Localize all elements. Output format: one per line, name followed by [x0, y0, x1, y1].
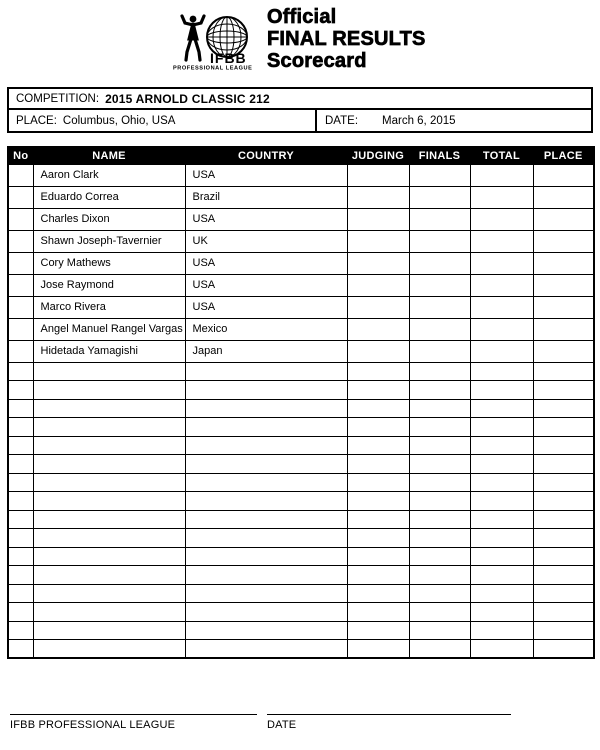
- column-header-place: PLACE: [533, 147, 594, 164]
- cell-no: [8, 603, 33, 622]
- column-header-total: TOTAL: [470, 147, 533, 164]
- organization-label: IFBB PROFESSIONAL LEAGUE: [10, 719, 176, 731]
- cell-name: Hidetada Yamagishi: [33, 340, 185, 362]
- cell-place: [533, 252, 594, 274]
- cell-country: USA: [185, 208, 347, 230]
- athlete-row: [8, 274, 594, 296]
- cell-name: [33, 381, 185, 400]
- cell-name: [33, 584, 185, 603]
- column-header-judging: JUDGING: [347, 147, 409, 164]
- empty-row: [8, 640, 594, 659]
- cell-finals: [409, 529, 470, 548]
- cell-name: [33, 436, 185, 455]
- cell-place: [533, 418, 594, 437]
- empty-row: [8, 529, 594, 548]
- cell-place: [533, 164, 594, 186]
- cell-no: [8, 436, 33, 455]
- cell-total: [470, 274, 533, 296]
- cell-place: [533, 529, 594, 548]
- cell-country: USA: [185, 296, 347, 318]
- cell-no: [8, 230, 33, 252]
- cell-place: [533, 381, 594, 400]
- place-date-row: [9, 110, 591, 131]
- competition-label: COMPETITION:: [16, 92, 100, 105]
- cell-place: [533, 640, 594, 659]
- results-table: [7, 146, 595, 659]
- cell-no: [8, 399, 33, 418]
- cell-finals: [409, 603, 470, 622]
- cell-judging: [347, 603, 409, 622]
- cell-judging: [347, 340, 409, 362]
- cell-place: [533, 510, 594, 529]
- cell-name: Shawn Joseph-Tavernier: [33, 230, 185, 252]
- cell-country: UK: [185, 230, 347, 252]
- cell-no: [8, 164, 33, 186]
- bodybuilder-figure-icon: [182, 16, 204, 60]
- cell-country: Japan: [185, 340, 347, 362]
- cell-country: [185, 640, 347, 659]
- cell-finals: [409, 566, 470, 585]
- cell-country: [185, 418, 347, 437]
- cell-total: [470, 621, 533, 640]
- cell-place: [533, 274, 594, 296]
- cell-judging: [347, 164, 409, 186]
- empty-row: [8, 455, 594, 474]
- cell-total: [470, 492, 533, 511]
- cell-name: [33, 418, 185, 437]
- cell-place: [533, 230, 594, 252]
- cell-place: [533, 547, 594, 566]
- cell-no: [8, 362, 33, 381]
- athlete-row: [8, 186, 594, 208]
- cell-country: USA: [185, 252, 347, 274]
- cell-judging: [347, 208, 409, 230]
- results-table-header: [8, 147, 594, 164]
- cell-place: [533, 473, 594, 492]
- cell-judging: [347, 547, 409, 566]
- cell-judging: [347, 274, 409, 296]
- cell-judging: [347, 296, 409, 318]
- cell-judging: [347, 186, 409, 208]
- cell-no: [8, 529, 33, 548]
- cell-place: [533, 318, 594, 340]
- column-header-finals: FINALS: [409, 147, 470, 164]
- cell-name: Charles Dixon: [33, 208, 185, 230]
- cell-total: [470, 164, 533, 186]
- cell-total: [470, 436, 533, 455]
- cell-no: [8, 186, 33, 208]
- date-value: March 6, 2015: [382, 114, 456, 127]
- cell-total: [470, 640, 533, 659]
- empty-row: [8, 473, 594, 492]
- cell-country: [185, 621, 347, 640]
- cell-judging: [347, 418, 409, 437]
- empty-row: [8, 547, 594, 566]
- cell-place: [533, 584, 594, 603]
- cell-country: [185, 362, 347, 381]
- cell-judging: [347, 362, 409, 381]
- cell-name: Jose Raymond: [33, 274, 185, 296]
- logo-acronym-text: IFBB: [210, 50, 247, 66]
- empty-row: [8, 381, 594, 400]
- cell-country: [185, 584, 347, 603]
- cell-country: USA: [185, 164, 347, 186]
- athlete-row: [8, 318, 594, 340]
- cell-place: [533, 436, 594, 455]
- empty-row: [8, 621, 594, 640]
- cell-no: [8, 252, 33, 274]
- athlete-row: [8, 208, 594, 230]
- cell-no: [8, 566, 33, 585]
- cell-no: [8, 584, 33, 603]
- cell-total: [470, 208, 533, 230]
- cell-judging: [347, 529, 409, 548]
- cell-judging: [347, 381, 409, 400]
- cell-finals: [409, 399, 470, 418]
- place-label: PLACE:: [16, 114, 57, 127]
- cell-total: [470, 418, 533, 437]
- cell-judging: [347, 399, 409, 418]
- cell-finals: [409, 473, 470, 492]
- athlete-row: [8, 230, 594, 252]
- cell-finals: [409, 547, 470, 566]
- cell-place: [533, 186, 594, 208]
- cell-total: [470, 455, 533, 474]
- cell-country: USA: [185, 274, 347, 296]
- empty-row: [8, 603, 594, 622]
- cell-name: Marco Rivera: [33, 296, 185, 318]
- cell-country: [185, 436, 347, 455]
- cell-total: [470, 584, 533, 603]
- cell-finals: [409, 640, 470, 659]
- cell-judging: [347, 230, 409, 252]
- cell-finals: [409, 584, 470, 603]
- cell-finals: [409, 492, 470, 511]
- athlete-row: [8, 252, 594, 274]
- cell-no: [8, 274, 33, 296]
- date-signature-line: [267, 703, 511, 731]
- date-cell: [317, 110, 591, 131]
- cell-finals: [409, 455, 470, 474]
- cell-name: [33, 621, 185, 640]
- cell-name: Eduardo Correa: [33, 186, 185, 208]
- cell-no: [8, 340, 33, 362]
- empty-row: [8, 362, 594, 381]
- cell-finals: [409, 418, 470, 437]
- document-title: [267, 6, 426, 72]
- cell-country: [185, 492, 347, 511]
- cell-name: [33, 492, 185, 511]
- cell-place: [533, 362, 594, 381]
- cell-finals: [409, 274, 470, 296]
- cell-judging: [347, 584, 409, 603]
- cell-judging: [347, 455, 409, 474]
- cell-total: [470, 399, 533, 418]
- cell-no: [8, 492, 33, 511]
- cell-name: [33, 510, 185, 529]
- cell-finals: [409, 164, 470, 186]
- results-table-body: [8, 164, 594, 658]
- cell-country: [185, 510, 347, 529]
- empty-row: [8, 399, 594, 418]
- cell-name: Aaron Clark: [33, 164, 185, 186]
- cell-judging: [347, 640, 409, 659]
- cell-total: [470, 318, 533, 340]
- cell-country: [185, 547, 347, 566]
- cell-country: [185, 455, 347, 474]
- cell-no: [8, 510, 33, 529]
- cell-no: [8, 455, 33, 474]
- empty-row: [8, 584, 594, 603]
- cell-place: [533, 603, 594, 622]
- empty-row: [8, 566, 594, 585]
- cell-judging: [347, 436, 409, 455]
- ifbb-professional-league-logo-icon: [172, 12, 260, 70]
- cell-country: Brazil: [185, 186, 347, 208]
- cell-no: [8, 640, 33, 659]
- cell-place: [533, 621, 594, 640]
- cell-country: [185, 381, 347, 400]
- cell-judging: [347, 473, 409, 492]
- cell-total: [470, 566, 533, 585]
- empty-row: [8, 492, 594, 511]
- empty-row: [8, 436, 594, 455]
- cell-country: [185, 566, 347, 585]
- empty-row: [8, 510, 594, 529]
- cell-name: [33, 566, 185, 585]
- logo-tagline-text: PROFESSIONAL LEAGUE: [173, 65, 253, 70]
- cell-total: [470, 252, 533, 274]
- athlete-row: [8, 340, 594, 362]
- cell-judging: [347, 510, 409, 529]
- date-label: DATE:: [325, 114, 359, 127]
- cell-total: [470, 603, 533, 622]
- cell-total: [470, 381, 533, 400]
- cell-country: [185, 473, 347, 492]
- place-cell: [9, 110, 317, 131]
- cell-name: Angel Manuel Rangel Vargas: [33, 318, 185, 340]
- cell-total: [470, 230, 533, 252]
- cell-name: [33, 547, 185, 566]
- athlete-row: [8, 296, 594, 318]
- cell-no: [8, 621, 33, 640]
- cell-judging: [347, 252, 409, 274]
- cell-finals: [409, 510, 470, 529]
- cell-finals: [409, 186, 470, 208]
- cell-no: [8, 418, 33, 437]
- cell-no: [8, 473, 33, 492]
- cell-country: [185, 529, 347, 548]
- cell-finals: [409, 318, 470, 340]
- cell-judging: [347, 318, 409, 340]
- competition-info-box: [7, 87, 593, 133]
- cell-place: [533, 208, 594, 230]
- cell-total: [470, 296, 533, 318]
- footer-date-label: DATE: [267, 719, 297, 731]
- cell-total: [470, 340, 533, 362]
- column-header-no: No: [8, 147, 33, 164]
- cell-total: [470, 547, 533, 566]
- cell-no: [8, 318, 33, 340]
- cell-name: [33, 603, 185, 622]
- empty-row: [8, 418, 594, 437]
- cell-place: [533, 566, 594, 585]
- cell-finals: [409, 381, 470, 400]
- cell-name: [33, 399, 185, 418]
- cell-name: [33, 640, 185, 659]
- cell-judging: [347, 621, 409, 640]
- cell-no: [8, 208, 33, 230]
- competition-value: 2015 ARNOLD CLASSIC 212: [105, 91, 270, 106]
- cell-name: [33, 473, 185, 492]
- cell-name: [33, 455, 185, 474]
- cell-name: [33, 362, 185, 381]
- cell-name: [33, 529, 185, 548]
- cell-total: [470, 510, 533, 529]
- cell-total: [470, 529, 533, 548]
- cell-judging: [347, 566, 409, 585]
- cell-finals: [409, 252, 470, 274]
- competition-row: [9, 89, 591, 110]
- cell-finals: [409, 230, 470, 252]
- cell-place: [533, 296, 594, 318]
- athlete-row: [8, 164, 594, 186]
- cell-country: Mexico: [185, 318, 347, 340]
- cell-country: [185, 603, 347, 622]
- column-header-name: NAME: [33, 147, 185, 164]
- place-value: Columbus, Ohio, USA: [62, 114, 176, 127]
- column-header-country: COUNTRY: [185, 147, 347, 164]
- cell-no: [8, 381, 33, 400]
- title-line-final-results: FINAL RESULTS: [267, 28, 426, 50]
- title-line-scorecard: Scorecard: [267, 50, 367, 72]
- cell-judging: [347, 492, 409, 511]
- cell-finals: [409, 340, 470, 362]
- cell-total: [470, 186, 533, 208]
- cell-no: [8, 547, 33, 566]
- cell-name: Cory Mathews: [33, 252, 185, 274]
- cell-place: [533, 399, 594, 418]
- cell-finals: [409, 621, 470, 640]
- cell-place: [533, 340, 594, 362]
- cell-finals: [409, 436, 470, 455]
- cell-no: [8, 296, 33, 318]
- cell-finals: [409, 296, 470, 318]
- cell-country: [185, 399, 347, 418]
- cell-total: [470, 473, 533, 492]
- cell-place: [533, 492, 594, 511]
- cell-place: [533, 455, 594, 474]
- cell-finals: [409, 362, 470, 381]
- cell-total: [470, 362, 533, 381]
- title-line-official: Official: [267, 6, 337, 28]
- cell-finals: [409, 208, 470, 230]
- organization-signature-line: [10, 703, 257, 731]
